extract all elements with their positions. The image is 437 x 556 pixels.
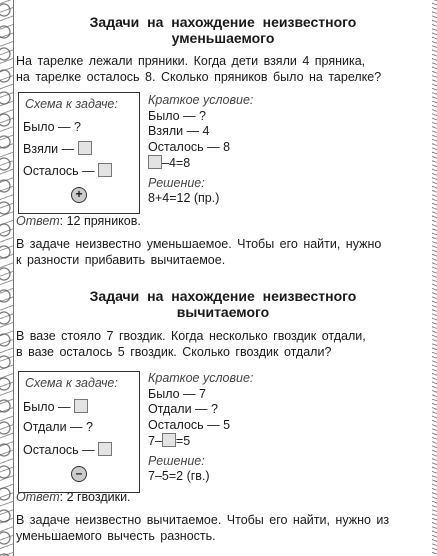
- task1-equation-square: [148, 155, 162, 169]
- task2-answer-text: : 2 гвоздики.: [59, 490, 131, 504]
- minus-icon: –: [71, 466, 87, 482]
- task2-scheme-row2: Отдали — ?: [23, 420, 93, 434]
- task1-text-line2: на тарелке осталось 8. Сколько пряников было на тарелке?: [16, 70, 382, 84]
- task1-condition-line3: Осталось — 8: [148, 139, 231, 154]
- task2-solution-label: Решение:: [148, 453, 205, 468]
- task1-text-line1: На тарелке лежали пряники. Когда дети взяли 4 пряника,: [16, 54, 366, 68]
- task1-scheme-row3-label: Осталось —: [23, 164, 95, 178]
- task2-scheme-row1-label: Было —: [23, 400, 71, 414]
- decorative-border-left: [0, 0, 14, 556]
- task1-scheme-blank-square: [78, 141, 92, 155]
- task2-scheme-box: [18, 371, 140, 493]
- task2-rule-line2: уменьшаемого вычесть разность.: [16, 529, 216, 543]
- task2-condition-label: Краткое условие:: [148, 371, 254, 385]
- task1-scheme-row2-label: Взяли —: [23, 142, 75, 156]
- task1-condition-line2: Взяли — 4: [148, 124, 210, 138]
- task1-condition-line1: Было — ?: [148, 108, 206, 123]
- task2-condition-line2: Отдали — ?: [148, 402, 218, 416]
- task2-equation-right: =5: [175, 434, 191, 448]
- task2-condition-line1: Было — 7: [148, 386, 206, 401]
- task2-answer-label: Ответ: [16, 490, 60, 504]
- task2-equation-left: 7–: [148, 434, 162, 448]
- task1-solution-label: Решение:: [148, 175, 205, 190]
- task1-rule-line1: В задаче неизвестно уменьшаемое. Чтобы его найти, нужно: [16, 237, 382, 251]
- task2-scheme-blank-square-2: [98, 442, 112, 456]
- task2-scheme-blank-square: [74, 399, 88, 413]
- task1-title-line1: Задачи на нахождение неизвестного: [89, 14, 357, 30]
- task2-condition-equation: [148, 433, 253, 450]
- task1-equation-text: –4=8: [162, 156, 191, 170]
- task1-scheme-row3: [23, 163, 112, 178]
- task2-text-line1: В вазе стояло 7 гвоздик. Когда несколько гвоздик отдали,: [16, 329, 366, 343]
- task2-scheme-row1: [23, 399, 88, 414]
- task1-scheme-box: [18, 92, 140, 214]
- task1-answer-label: Ответ: [16, 214, 60, 228]
- plus-icon: +: [71, 187, 87, 203]
- task1-condition: [148, 93, 253, 207]
- task1-scheme-row2: [23, 141, 92, 156]
- task1-answer-text: : 12 пряников.: [59, 214, 141, 228]
- worksheet-page: [14, 0, 432, 556]
- task1-rule-line2: к разности прибавить вычитаемое.: [16, 253, 226, 267]
- task1-condition-label: Краткое условие:: [148, 93, 254, 107]
- task2-condition-line3: Осталось — 5: [148, 417, 231, 432]
- task1-scheme-row1: Было — ?: [23, 120, 81, 134]
- task1-scheme-blank-square-2: [98, 163, 112, 177]
- task2-scheme-row3-label: Осталось —: [23, 443, 95, 457]
- task1-title-line2: уменьшаемого: [171, 30, 275, 46]
- task1-scheme-caption: Схема к задаче:: [25, 97, 118, 111]
- task2-rule-line1: В задаче неизвестно вычитаемое. Чтобы его найти, нужно из: [16, 513, 390, 527]
- task1-condition-equation: [148, 155, 253, 172]
- task2-condition: [148, 371, 253, 485]
- task2-answer: [16, 490, 131, 504]
- decorative-border-right: [432, 0, 437, 556]
- task2-scheme-row3: [23, 442, 112, 457]
- task2-title-line1: Задачи на нахождение неизвестного: [89, 288, 357, 304]
- task2-equation-square: [162, 433, 176, 447]
- task1-answer: [16, 214, 141, 228]
- task2-scheme-caption: Схема к задаче:: [25, 376, 118, 390]
- task1-solution-text: 8+4=12 (пр.): [148, 191, 220, 205]
- task2-title-line2: вычитаемого: [176, 304, 270, 320]
- task2-text-line2: в вазе осталось 5 гвоздик. Сколько гвоздик отдали?: [16, 345, 332, 359]
- task2-solution-text: 7–5=2 (гв.): [148, 469, 210, 483]
